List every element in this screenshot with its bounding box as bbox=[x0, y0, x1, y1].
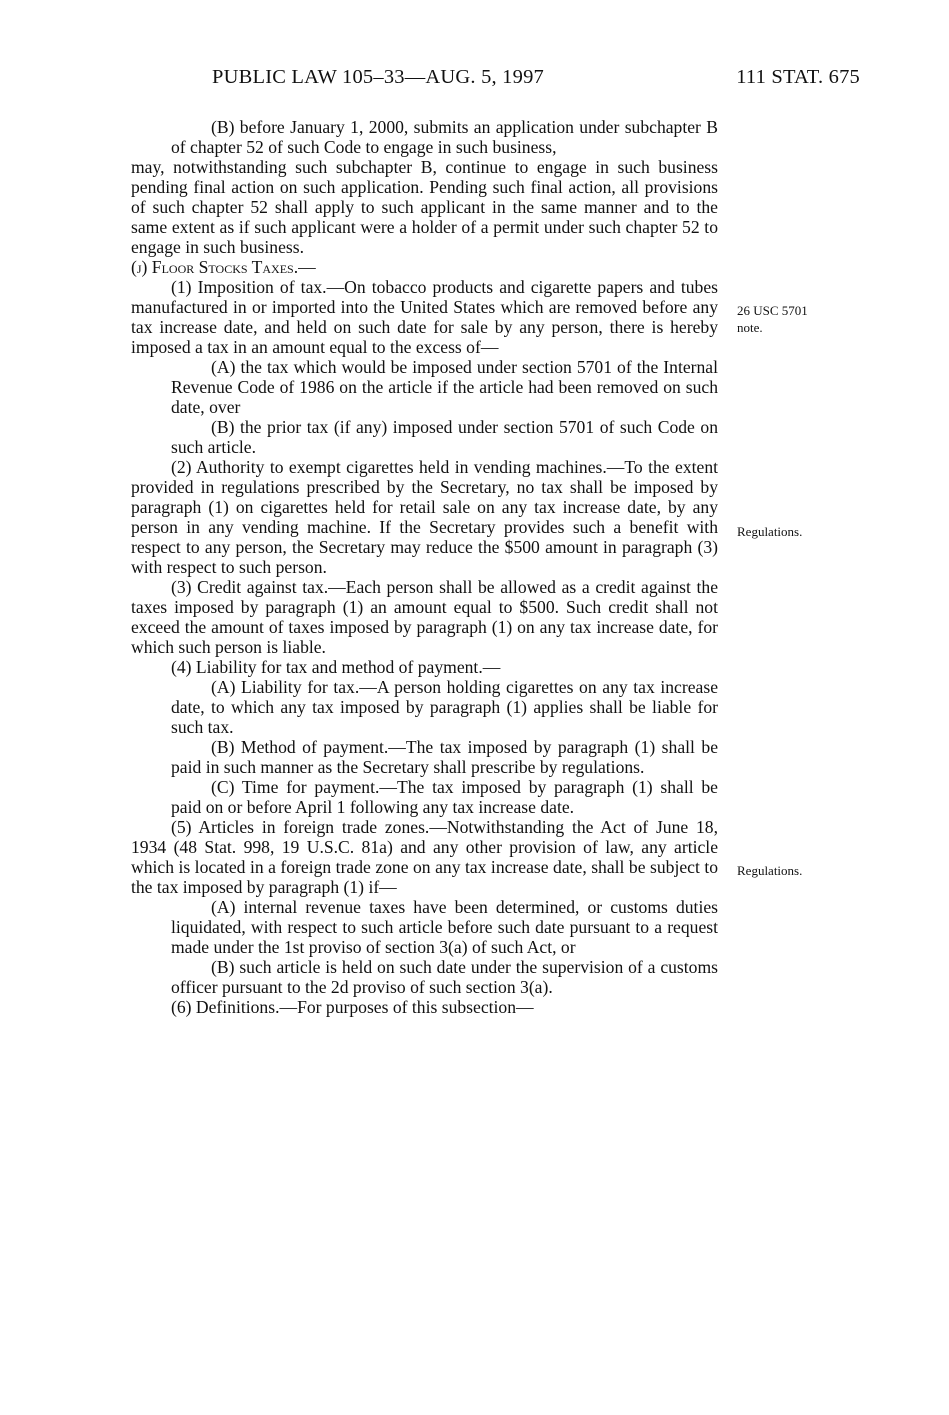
paragraph-5-b: (B) such article is held on such date under the supervision of a customs officer pursuant to the 2d proviso of such section 3(a). bbox=[171, 957, 718, 997]
clause-b-before: (B) before January 1, 2000, submits an application under subchapter B of chapter 52 of such Code to engage in such business, bbox=[171, 117, 718, 157]
margin-note-usc-line2: note. bbox=[737, 320, 763, 335]
margin-note-usc-line1: 26 USC 5701 bbox=[737, 303, 808, 318]
paragraph-1-b: (B) the prior tax (if any) imposed under section 5701 of such Code on such article. bbox=[171, 417, 718, 457]
paragraph-4-a: (A) Liability for tax.—A person holding cigarettes on any tax increase date, to which any tax imposed by paragraph (1) applies shall be liable for such tax. bbox=[171, 677, 718, 737]
paragraph-4-c: (C) Time for payment.—The tax imposed by paragraph (1) shall be paid on or before April 1 following any tax increase date. bbox=[171, 777, 718, 817]
header-title: PUBLIC LAW 105–33—AUG. 5, 1997 bbox=[212, 66, 544, 88]
header-page-citation: 111 STAT. 675 bbox=[736, 66, 860, 88]
subsection-j-heading: (j) Floor Stocks Taxes.— bbox=[131, 257, 316, 277]
paragraph-1-a: (A) the tax which would be imposed under section 5701 of the Internal Revenue Code of 1986 on the article if the article had been removed on such date, over bbox=[171, 357, 718, 417]
margin-note-usc bbox=[737, 302, 808, 336]
paragraph-5-a: (A) internal revenue taxes have been determined, or customs duties liquidated, with respect to such article before such date pursuant to a request made under the 1st proviso of section 3(a) of such Act, or bbox=[171, 897, 718, 957]
paragraph-4-b: (B) Method of payment.—The tax imposed by paragraph (1) shall be paid in such manner as the Secretary shall prescribe by regulations. bbox=[171, 737, 718, 777]
margin-note-regulations-2: Regulations. bbox=[737, 863, 803, 878]
margin-note-regulations-1: Regulations. bbox=[737, 524, 803, 539]
paragraph-1: (1) Imposition of tax.—On tobacco products and cigarette papers and tubes manufactured in or imported into the United States which are removed before any tax increase date, and held on such date for sale by any person, there is hereby imposed a tax in an amount equal to the excess of— bbox=[131, 277, 718, 357]
statute-body bbox=[131, 117, 718, 1017]
paragraph-3: (3) Credit against tax.—Each person shall be allowed as a credit against the taxes imposed by paragraph (1) an amount equal to $500. Such credit shall not exceed the amount of taxes imposed by paragraph (1) on any tax increase date, for which such person is liable. bbox=[131, 577, 718, 657]
running-header bbox=[212, 66, 860, 96]
paragraph-6-heading: (6) Definitions.—For purposes of this subsection— bbox=[171, 997, 534, 1017]
paragraph-4-heading: (4) Liability for tax and method of payment.— bbox=[171, 657, 501, 677]
paragraph-2: (2) Authority to exempt cigarettes held in vending machines.—To the extent provided in regulations prescribed by the Secretary, no tax shall be imposed by paragraph (1) on cigarettes held for retail sale on any tax increase date, by any person in any vending machine. If the Secretary provides such a benefit with respect to any person, the Secretary may reduce the $500 amount in paragraph (3) with respect to such person. bbox=[131, 457, 718, 577]
may-paragraph: may, notwithstanding such subchapter B, continue to engage in such business pending final action on such application. Pending such final action, all provisions of such chapter 52 shall apply to such applicant in the same manner and to the same extent as if such applicant were a holder of a permit under such chapter 52 to engage in such business. bbox=[131, 157, 718, 257]
paragraph-5: (5) Articles in foreign trade zones.—Notwithstanding the Act of June 18, 1934 (48 Stat. 998, 19 U.S.C. 81a) and any other provision of law, any article which is located in a foreign trade zone on any tax increase date, shall be subject to the tax imposed by paragraph (1) if— bbox=[131, 817, 718, 897]
